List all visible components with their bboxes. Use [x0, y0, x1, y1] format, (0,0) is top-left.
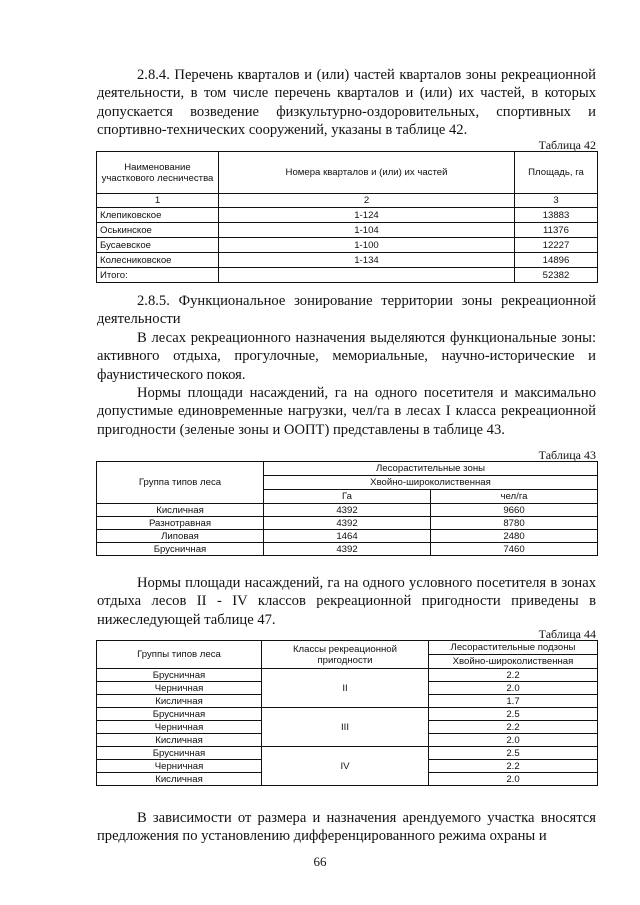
para-norms-table-47: Нормы площади насаждений, га на одного условного посетителя в зонах отдыха лесов II - IV классов рекреационной пригодности приведены в нижеследующей таблице 47.	[97, 575, 596, 628]
table-44-cell: Брусничная	[97, 669, 262, 682]
table-44-cell: 2.2	[429, 760, 598, 773]
table-42	[96, 151, 598, 283]
table-42-cell: Бусаевское	[97, 238, 219, 253]
table-43-cell: Кисличная	[97, 504, 264, 517]
table-43-cell: 4392	[264, 504, 431, 517]
table-44-cell: Черничная	[97, 721, 262, 734]
table-row	[97, 708, 598, 721]
para-norms-table-43: Нормы площади насаждений, га на одного посетителя и максимально допустимые единовременные нагрузки, чел/га в лесах I класса рекреационной пригодности (зеленые зоны и ООПТ) представлены в таблице 43.	[97, 385, 596, 438]
table-44-cell: Кисличная	[97, 695, 262, 708]
table-44-header-class: Классы рекреационной пригодности	[262, 641, 429, 669]
para-functional-zones: В лесах рекреационного назначения выделяются функциональные зоны: активного отдыха, прогулочные, мемориальные, научно-исторические и фаунистического покоя.	[97, 330, 596, 383]
table-44-cell: Черничная	[97, 760, 262, 773]
table-row	[97, 238, 598, 253]
table-44-cell: 2.0	[429, 734, 598, 747]
table-row	[97, 543, 598, 556]
table-row	[97, 669, 598, 682]
table-44-class: II	[262, 669, 429, 708]
table-43-cell: Липовая	[97, 530, 264, 543]
table-44-cell: 2.2	[429, 669, 598, 682]
table-43-cell: 1464	[264, 530, 431, 543]
table-44-header-group: Группы типов леса	[97, 641, 262, 669]
table-row	[97, 747, 598, 760]
table-43-cell: 4392	[264, 517, 431, 530]
table-42-caption: Таблица 42	[538, 138, 596, 152]
table-row	[97, 530, 598, 543]
table-43-header-subzone: Хвойно-широколиственная	[264, 476, 598, 490]
table-43-cell: 7460	[431, 543, 598, 556]
table-43-header-group: Группа типов леса	[97, 462, 264, 504]
table-42-total-empty	[219, 268, 515, 283]
table-44-header-zone: Лесорастительные подзоны	[429, 641, 598, 655]
table-44-cell: Кисличная	[97, 734, 262, 747]
table-44-cell: 2.5	[429, 708, 598, 721]
table-43-header-ga: Га	[264, 490, 431, 504]
table-44-cell: Брусничная	[97, 708, 262, 721]
table-43-header-chel: чел/га	[431, 490, 598, 504]
table-43-cell: 9660	[431, 504, 598, 517]
table-44-cell: 2.5	[429, 747, 598, 760]
table-43-header-zone: Лесорастительные зоны	[264, 462, 598, 476]
table-42-cell: 1-100	[219, 238, 515, 253]
table-44-cell: 1.7	[429, 695, 598, 708]
table-42-colnum: 1	[97, 194, 219, 208]
table-42-cell: 1-134	[219, 253, 515, 268]
table-row	[97, 517, 598, 530]
table-43-cell: Брусничная	[97, 543, 264, 556]
table-44-class: III	[262, 708, 429, 747]
table-42-header-name: Наименование участкового лесничества	[97, 152, 219, 194]
table-44-header-subzone: Хвойно-широколиственная	[429, 655, 598, 669]
table-44-class: IV	[262, 747, 429, 786]
table-42-cell: 13883	[515, 208, 598, 223]
page-number: 66	[313, 854, 327, 869]
table-44-cell: 2.2	[429, 721, 598, 734]
table-43-cell: Разнотравная	[97, 517, 264, 530]
table-42-cell: 1-104	[219, 223, 515, 238]
table-44	[96, 640, 598, 786]
table-row	[97, 223, 598, 238]
section-284-text: 2.8.4. Перечень кварталов и (или) частей кварталов зоны рекреационной деятельности, в том числе перечень кварталов и (или) их частей, в которых допускается возведение физкультурно-оздоровительных, спортивных и спортивно-технических сооружений, указаны в таблице 42.	[97, 67, 596, 139]
table-43-caption: Таблица 43	[538, 448, 596, 462]
table-44-cell: Кисличная	[97, 773, 262, 786]
table-42-header-quarters: Номера кварталов и (или) их частей	[219, 152, 515, 194]
table-42-colnum: 2	[219, 194, 515, 208]
table-44-caption: Таблица 44	[538, 627, 596, 641]
table-43-cell: 2480	[431, 530, 598, 543]
table-row	[97, 253, 598, 268]
table-43-cell: 8780	[431, 517, 598, 530]
table-42-cell: 11376	[515, 223, 598, 238]
table-44-cell: 2.0	[429, 773, 598, 786]
table-42-cell: 12227	[515, 238, 598, 253]
table-42-cell: Колесниковское	[97, 253, 219, 268]
table-row	[97, 208, 598, 223]
table-42-total-value: 52382	[515, 268, 598, 283]
table-42-cell: Клепиковское	[97, 208, 219, 223]
table-row	[97, 504, 598, 517]
table-42-header-area: Площадь, га	[515, 152, 598, 194]
table-42-colnum: 3	[515, 194, 598, 208]
table-44-cell: 2.0	[429, 682, 598, 695]
table-42-cell: 14896	[515, 253, 598, 268]
para-final: В зависимости от размера и назначения арендуемого участка вносятся предложения по установлению дифференцированного режима охраны и	[97, 810, 596, 845]
table-42-cell: Оськинское	[97, 223, 219, 238]
table-42-total-row	[97, 268, 598, 283]
table-43-cell: 4392	[264, 543, 431, 556]
section-285-title: 2.8.5. Функциональное зонирование территории зоны рекреационной деятельности	[97, 293, 596, 328]
table-42-cell: 1-124	[219, 208, 515, 223]
table-44-cell: Черничная	[97, 682, 262, 695]
table-43	[96, 461, 598, 556]
table-44-cell: Брусничная	[97, 747, 262, 760]
table-42-total-label: Итого:	[97, 268, 219, 283]
